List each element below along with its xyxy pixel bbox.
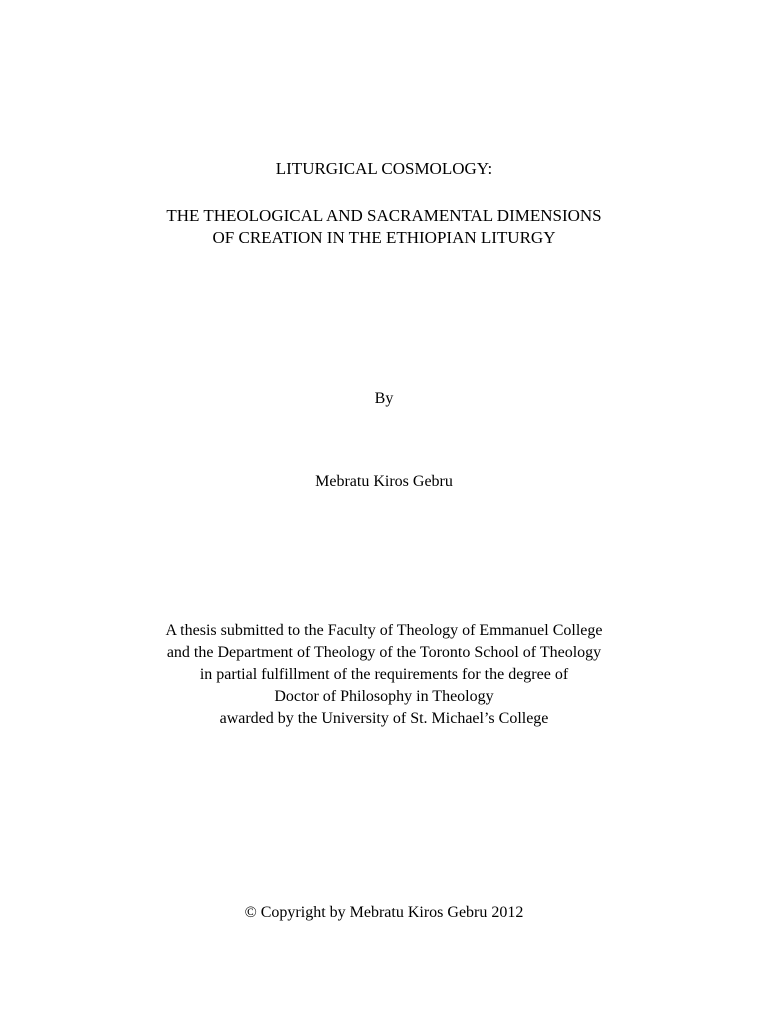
thesis-subtitle-line-1: THE THEOLOGICAL AND SACRAMENTAL DIMENSIONS <box>166 206 602 225</box>
statement-line: awarded by the University of St. Michael’s College <box>219 710 549 727</box>
thesis-subtitle-line-2: OF CREATION IN THE ETHIOPIAN LITURGY <box>212 228 556 247</box>
statement-line: Doctor of Philosophy in Theology <box>274 688 494 705</box>
byline: By <box>374 390 394 407</box>
copyright-notice: © Copyright by Mebratu Kiros Gebru 2012 <box>244 904 524 921</box>
thesis-title: LITURGICAL COSMOLOGY: <box>275 159 493 178</box>
statement-line: and the Department of Theology of the Toronto School of Theology <box>166 644 602 661</box>
statement-line: A thesis submitted to the Faculty of Theology of Emmanuel College <box>165 622 603 639</box>
thesis-subtitle <box>0 205 768 249</box>
submission-statement <box>0 620 768 730</box>
statement-line: in partial fulfillment of the requirements for the degree of <box>199 666 569 683</box>
author-name: Mebratu Kiros Gebru <box>315 473 453 490</box>
